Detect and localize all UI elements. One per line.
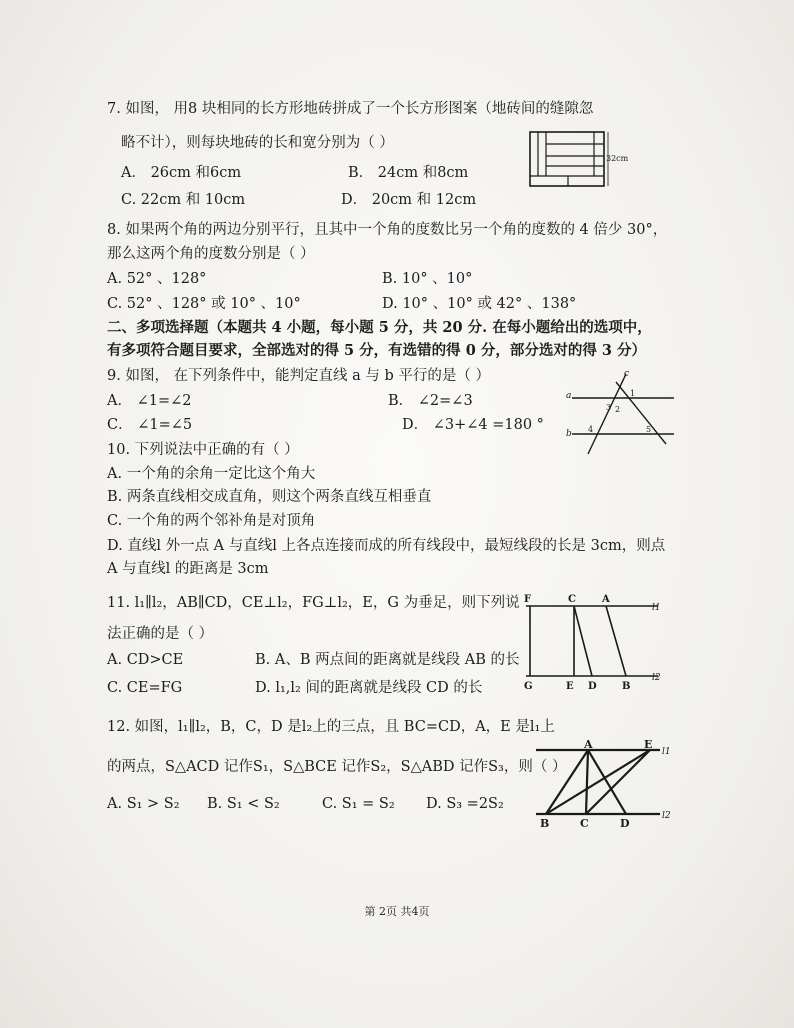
- q12-label-E: E: [644, 738, 653, 751]
- q9-angle-4: 4: [588, 425, 594, 434]
- q9-option-a: A． ∠1=∠2: [107, 393, 192, 409]
- q11-stem-line2: 法正确的是（ ）: [107, 626, 214, 642]
- q12-label-B: B: [540, 817, 550, 830]
- q9-label-a: a: [566, 391, 572, 401]
- q9-angle-1: 1: [630, 389, 636, 398]
- q10-option-d-line1: D. 直线l 外一点 A 与直线l 上各点连接而成的所有线段中，最短线段的长是 3cm，则点: [107, 538, 666, 554]
- q8-option-a: A. 52° 、128°: [107, 271, 207, 287]
- q12-label-l1: l1: [662, 747, 671, 757]
- q7-option-c: C. 22cm 和 10cm: [121, 192, 246, 208]
- q8-option-d: D. 10° 、10° 或 42° 、138°: [382, 296, 577, 312]
- q11-option-b: B. A、B 两点间的距离就是线段 AB 的长: [255, 652, 520, 668]
- q11-label-C: C: [568, 594, 576, 605]
- q11-perpendicular-figure: [518, 592, 668, 692]
- q9-angle-2: 2: [615, 405, 621, 414]
- q11-label-A: A: [602, 594, 610, 605]
- q7-stem-line2: 略不计），则每块地砖的长和宽分别为（ ）: [121, 135, 394, 151]
- q11-label-B: B: [622, 681, 631, 692]
- q10-stem: 10. 下列说法中正确的有（ ）: [107, 442, 299, 458]
- q11-label-l2: l2: [652, 673, 661, 683]
- q9-parallel-lines-figure: [566, 368, 676, 458]
- q9-label-c: c: [624, 369, 630, 379]
- q7-option-d: D． 20cm 和 12cm: [341, 192, 477, 208]
- q9-option-c: C． ∠1=∠5: [107, 417, 193, 433]
- q9-angle-5: 5: [646, 425, 652, 434]
- q10-option-c: C. 一个角的两个邻补角是对顶角: [107, 513, 316, 529]
- q12-stem-line1: 12. 如图，l₁∥l₂，B，C，D 是l₂上的三点，且 BC=CD，A，E 是l₁上: [107, 719, 555, 735]
- q9-option-b: B． ∠2=∠3: [388, 393, 473, 409]
- q11-option-c: C. CE=FG: [107, 680, 183, 696]
- q7-option-a: A． 26cm 和6cm: [121, 165, 242, 181]
- q11-label-G: G: [524, 681, 533, 692]
- q11-label-D: D: [588, 681, 597, 692]
- q11-label-E: E: [566, 681, 574, 692]
- q12-label-A: A: [584, 738, 593, 751]
- q12-label-l2: l2: [662, 811, 671, 821]
- q12-stem-line2: 的两点，S△ACD 记作S₁，S△BCE 记作S₂，S△ABD 记作S₃，则（ ）: [107, 759, 567, 775]
- q11-option-a: A. CD>CE: [107, 652, 184, 668]
- q8-option-b: B. 10° 、10°: [382, 271, 473, 287]
- q7-stem-line1: 7. 如图， 用8 块相同的长方形地砖拼成了一个长方形图案（地砖间的缝隙忽: [107, 101, 594, 117]
- q11-label-l1: l1: [652, 603, 661, 613]
- q12-triangle-area-figure: [532, 738, 682, 828]
- section2-heading-line2: 有多项符合题目要求，全部选对的得 5 分，有选错的得 0 分，部分选对的得 3 分）: [107, 342, 647, 359]
- q12-option-a: A. S₁ > S₂: [107, 796, 180, 812]
- q12-label-D: D: [620, 817, 630, 830]
- q12-option-c: C. S₁ = S₂: [322, 796, 395, 812]
- q11-option-d: D. l₁,l₂ 间的距离就是线段 CD 的长: [255, 680, 483, 696]
- q9-label-b: b: [566, 429, 572, 439]
- q7-tile-figure: [528, 130, 629, 190]
- q7-fig-dimension: 32cm: [606, 154, 629, 163]
- q8-stem-line2: 那么这两个角的度数分别是（ ）: [107, 246, 315, 262]
- q10-option-d-line2: A 与直线l 的距离是 3cm: [107, 561, 269, 577]
- q9-stem: 9. 如图， 在下列条件中，能判定直线 a 与 b 平行的是（ ）: [107, 368, 491, 384]
- q12-option-d: D. S₃ =2S₂: [426, 796, 504, 812]
- q7-option-b: B． 24cm 和8cm: [348, 165, 469, 181]
- page-footer: 第 2页 共4页: [364, 905, 430, 918]
- q8-option-c: C. 52° 、128° 或 10° 、10°: [107, 296, 301, 312]
- section2-heading-line1: 二、多项选择题（本题共 4 小题，每小题 5 分，共 20 分. 在每小题给出的选项中，: [107, 319, 652, 336]
- q12-option-b: B. S₁ < S₂: [207, 796, 280, 812]
- q10-option-a: A. 一个角的余角一定比这个角大: [107, 466, 316, 482]
- q9-option-d: D． ∠3+∠4 =180 °: [402, 417, 544, 433]
- q11-label-F: F: [524, 594, 532, 605]
- q12-label-C: C: [580, 817, 589, 830]
- q11-stem-line1: 11. l₁∥l₂，AB∥CD，CE⊥l₂，FG⊥l₂，E，G 为垂足，则下列说: [107, 595, 520, 611]
- q8-stem-line1: 8. 如果两个角的两边分别平行，且其中一个角的度数比另一个角的度数的 4 倍少 30°，: [107, 222, 668, 238]
- q10-option-b: B. 两条直线相交成直角，则这个两条直线互相垂直: [107, 489, 432, 505]
- q9-angle-3: 3: [606, 403, 612, 412]
